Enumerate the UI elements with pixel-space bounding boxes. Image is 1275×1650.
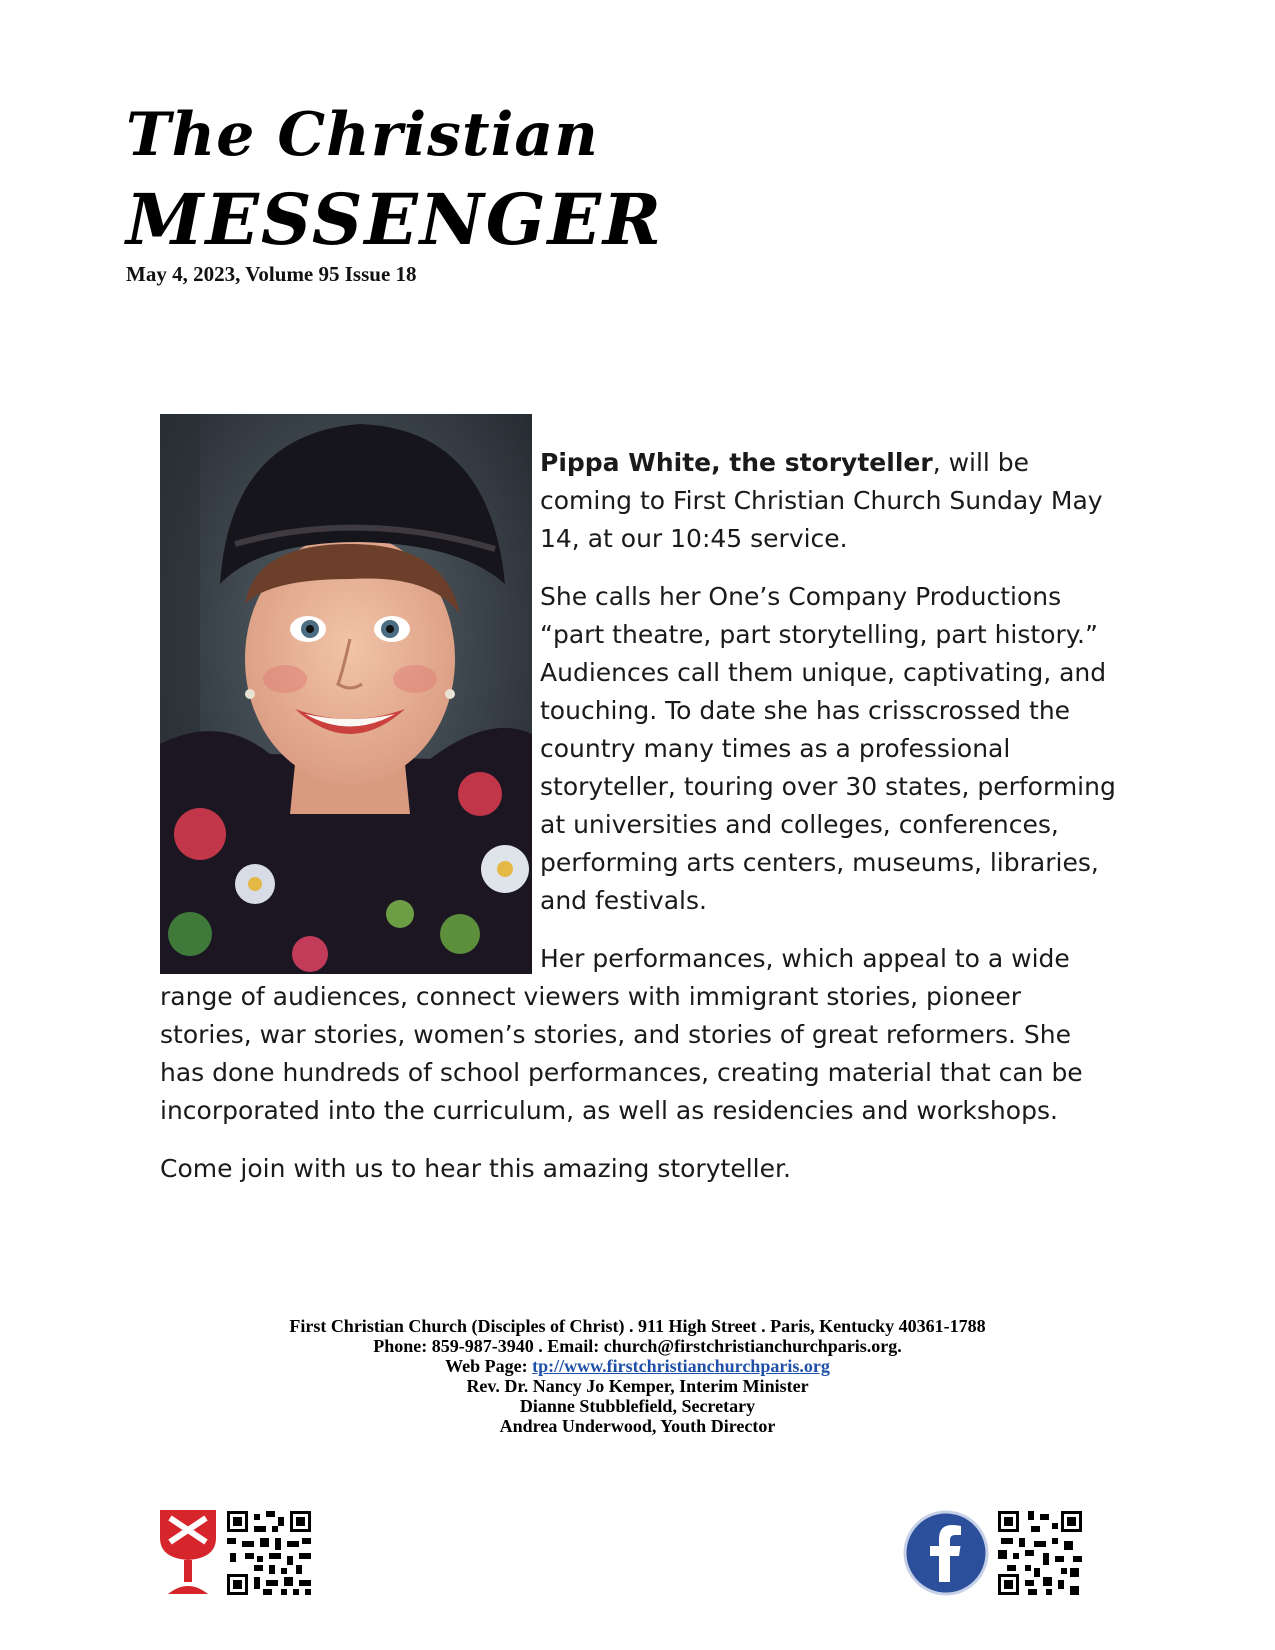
newsletter-title-line1: The Christian [126,100,599,170]
footer-minister: Rev. Dr. Nancy Jo Kemper, Interim Minister [466,1376,809,1396]
footer-phone-email: Phone: 859-987-3940 . Email: church@firstchristianchurchparis.org. [373,1336,902,1356]
masthead [126,100,663,287]
disciples-chalice-icon [158,1508,218,1598]
article [160,414,1120,1208]
article-paragraph-3: Her performances, which appeal to a wide range of audiences, connect viewers with immigrant stories, pioneer stories, war stories, women’s stories, and stories of great reformers. She has done hundreds of school performances, creating material that can be incorporated into the curriculum, as well as residencies and workshops. [160,944,1083,1125]
article-lead-name: Pippa White, the storyteller [540,448,933,477]
newsletter-title-line2: MESSENGER [126,178,664,261]
issue-dateline: May 4, 2023, Volume 95 Issue 18 [126,262,417,286]
contact-footer [0,1316,1275,1436]
article-lead-text: , will be coming to First Christian Church Sunday May 14, at our 10:45 service. [540,448,1103,553]
article-paragraph-2: She calls her One’s Company Productions “part theatre, part storytelling, part history.” Audiences call them unique, captivating, and touching. To date she has crisscrossed the country many times as a professional storyteller, touring over 30 states, performing at universities and colleges, conferences, performing arts centers, museums, libraries, and festivals. [540,582,1116,915]
footer-address: First Christian Church (Disciples of Christ) . 911 High Street . Paris, Kentucky 40361-1788 [289,1316,986,1336]
portrait-illustration [160,414,532,974]
footer-web-line [0,1356,1275,1376]
storyteller-portrait [160,414,532,974]
footer-secretary: Dianne Stubblefield, Secretary [519,1396,756,1416]
footer-web-label: Web Page: [445,1356,533,1376]
facebook-icon[interactable] [903,1510,989,1596]
article-paragraph-4: Come join with us to hear this amazing storyteller. [160,1154,791,1183]
footer-youth-director: Andrea Underwood, Youth Director [499,1416,776,1436]
website-link[interactable]: tp://www.firstchristianchurchparis.org [532,1356,830,1376]
qr-code-icon[interactable] [224,1508,314,1598]
qr-code-icon[interactable] [995,1508,1085,1598]
